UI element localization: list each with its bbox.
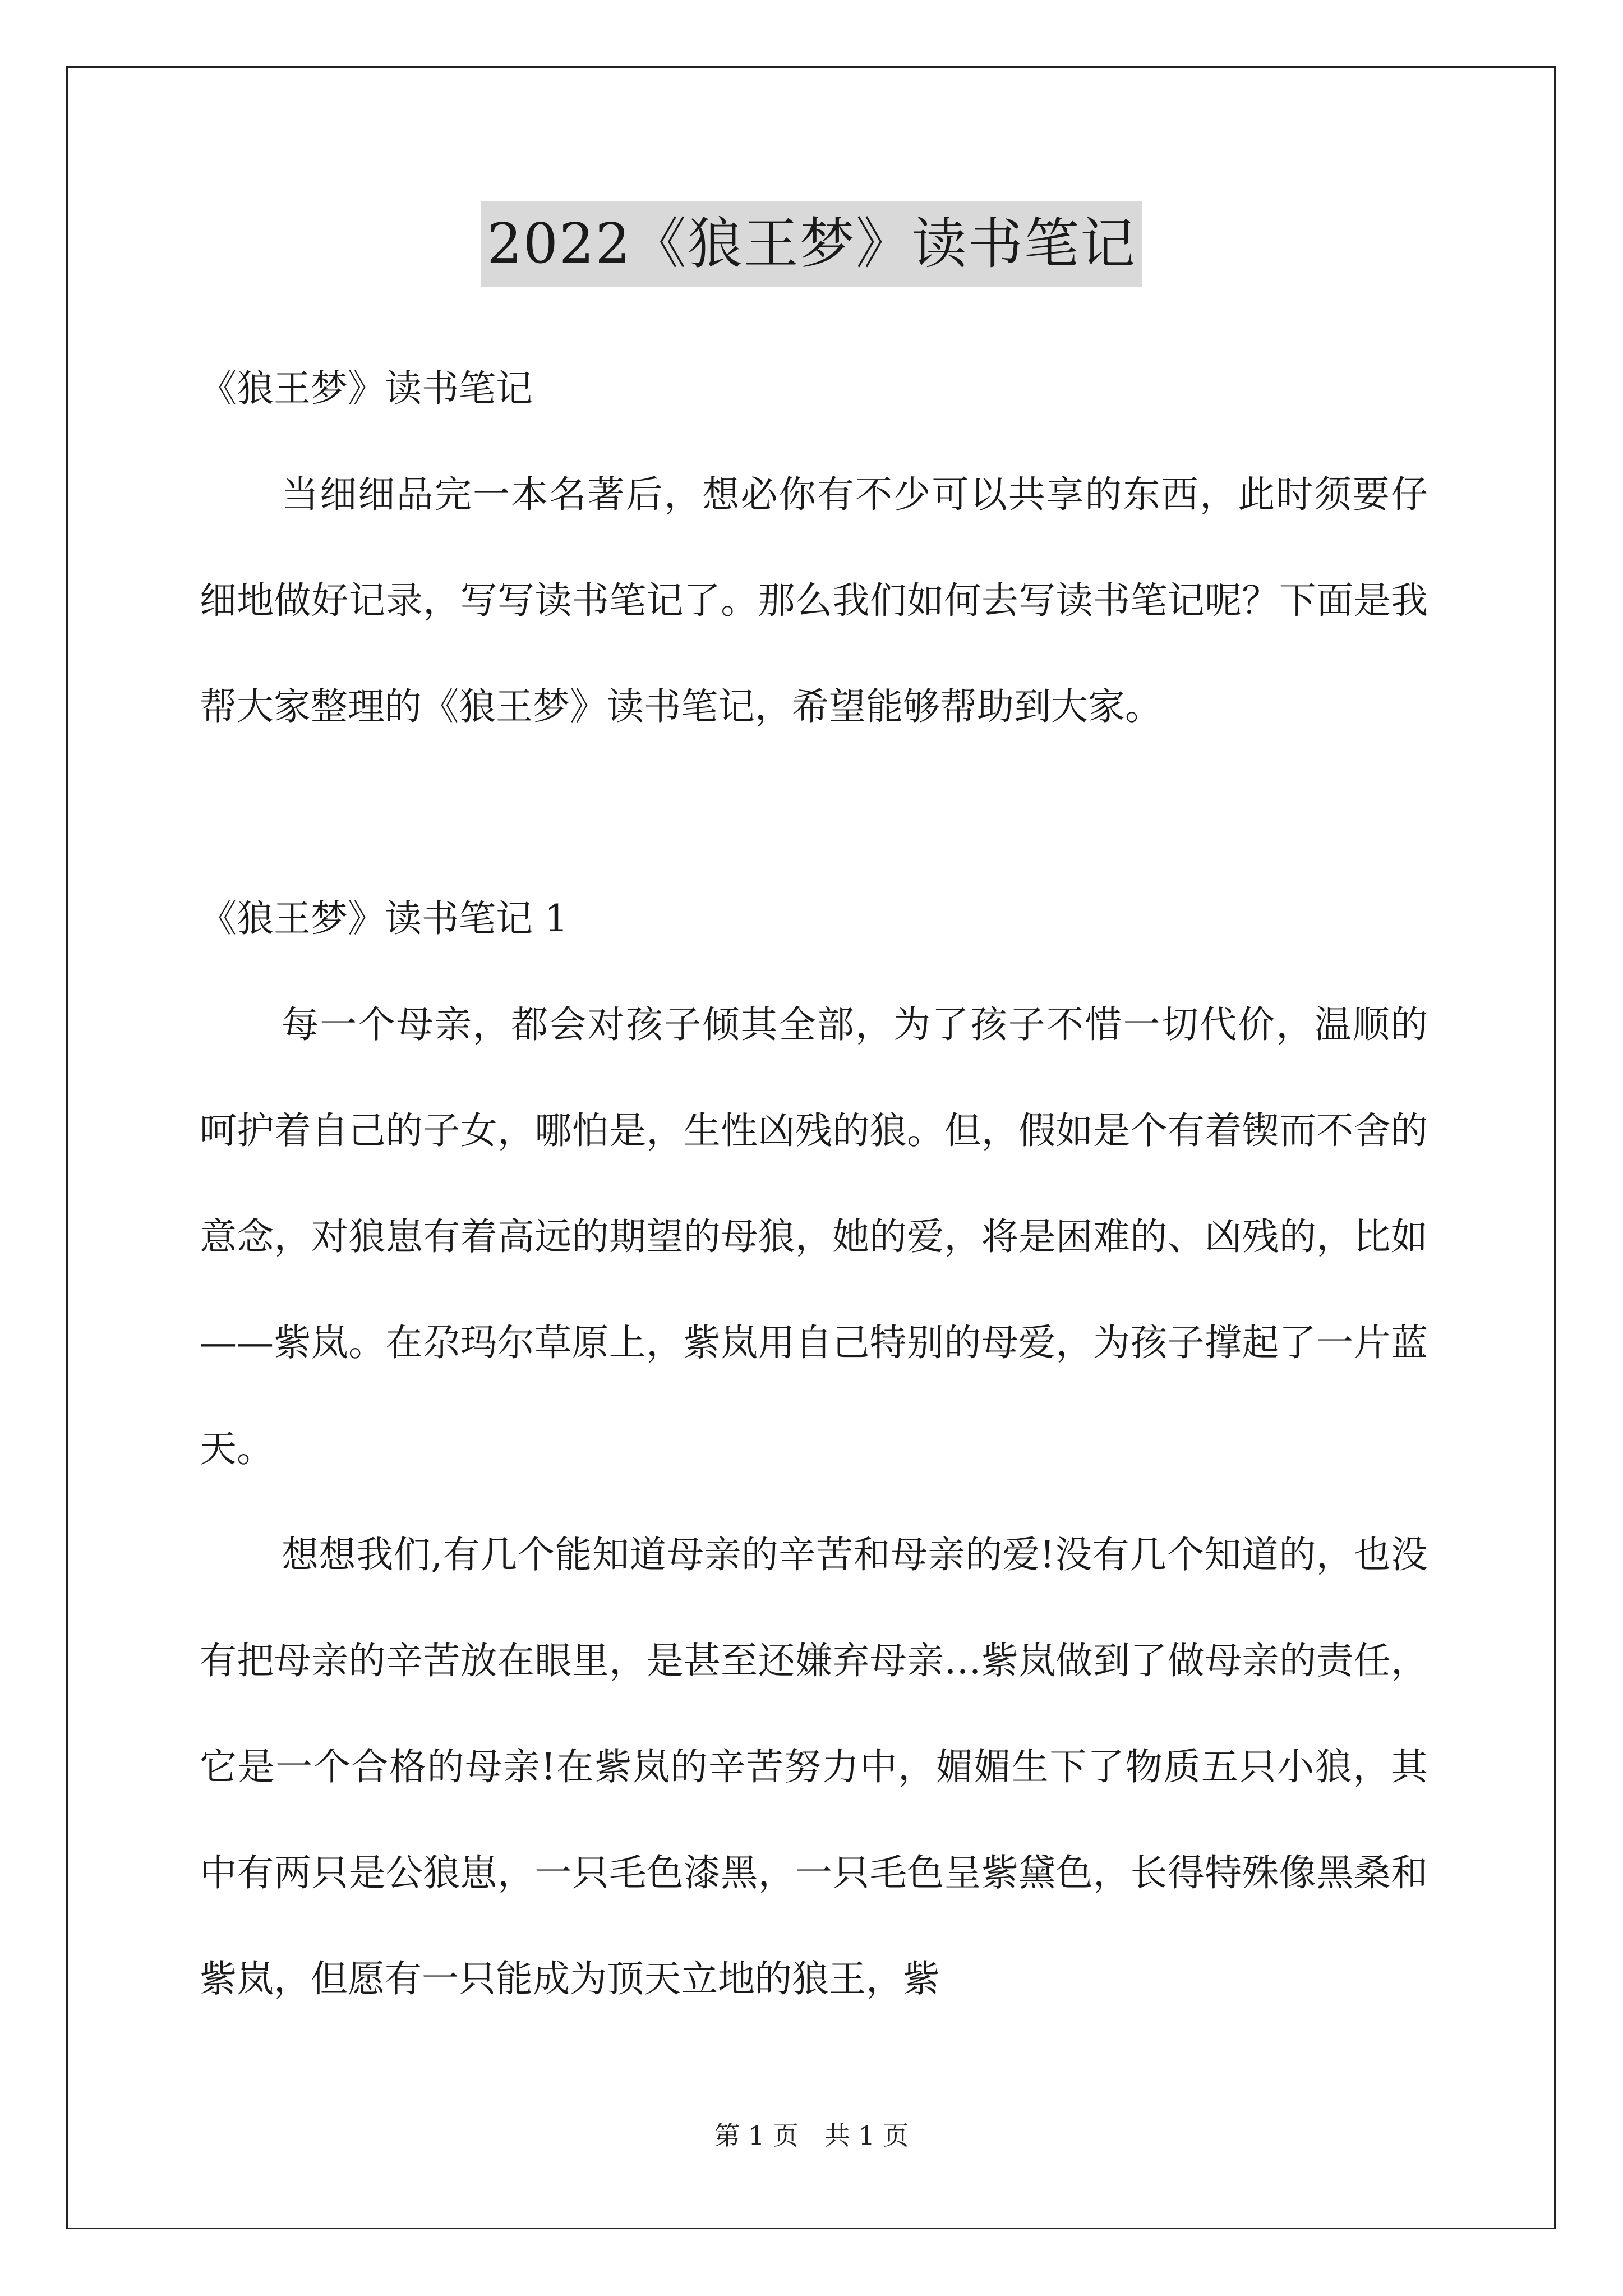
paragraph-gap: [200, 760, 1428, 866]
paragraph: 当细细品完一本名著后，想必你有不少可以共享的东西，此时须要仔细地做好记录，写写读书笔记了。那么我们如何去写读书笔记呢？下面是我帮大家整理的《狼王梦》读书笔记，希望能够帮助到大家。: [200, 473, 1428, 728]
document-body: [200, 335, 1428, 2032]
page-footer: 第 1 页 共 1 页: [714, 2120, 909, 2151]
title-wrap: [0, 201, 1623, 287]
section-heading: 《狼王梦》读书笔记 1: [200, 897, 568, 940]
paragraph: 想想我们,有几个能知道母亲的辛苦和母亲的爱!没有几个知道的，也没有把母亲的辛苦放在眼里，是甚至还嫌弃母亲…紫岚做到了做母亲的责任，它是一个合格的母亲!在紫岚的辛苦努力中，媚媚生下了物质五只小狼，其中有两只是公狼崽，一只毛色漆黑，一只毛色呈紫黛色，长得特殊像黑桑和紫岚，但愿有一只能成为顶天立地的狼王，紫: [200, 1533, 1428, 2000]
paragraph: 每一个母亲，都会对孩子倾其全部，为了孩子不惜一切代价，温顺的呵护着自己的子女，哪怕是，生性凶残的狼。但，假如是个有着锲而不舍的意念，对狼崽有着高远的期望的母狼，她的爱，将是困难的、凶残的，比如——紫岚。在尕玛尔草原上，紫岚用自己特别的母爱，为孩子撑起了一片蓝天。: [200, 1003, 1428, 1470]
document-title: 2022《狼王梦》读书笔记: [481, 201, 1141, 287]
section-heading: 《狼王梦》读书笔记: [200, 367, 533, 410]
